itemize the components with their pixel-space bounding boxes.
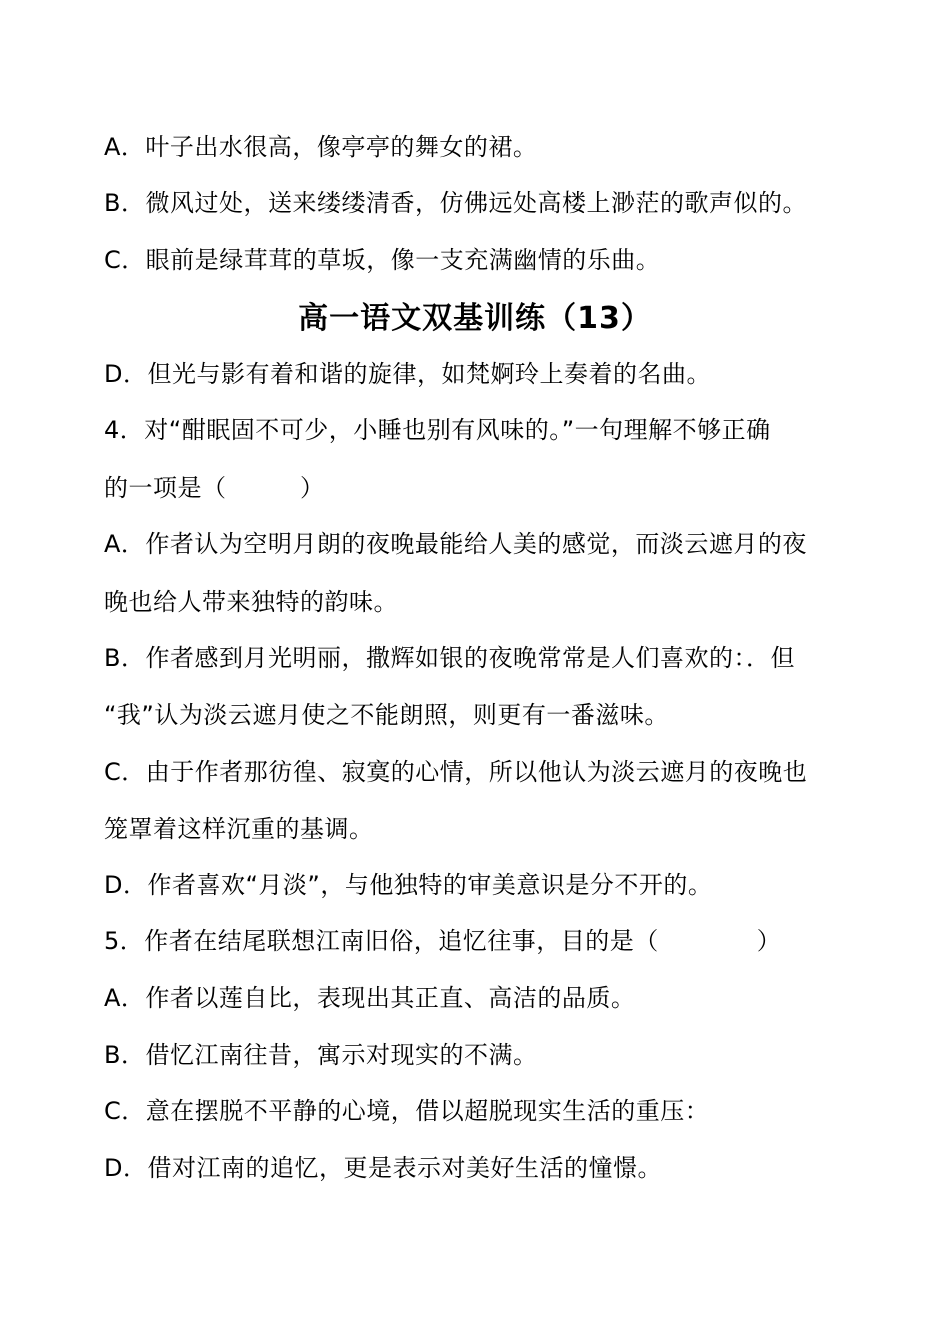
option-line: C．眼前是绿茸茸的草坂，像一支充满幽情的乐曲。	[104, 246, 661, 274]
option-line: A．作者认为空明月朗的夜晚最能给人美的感觉，而淡云遮月的夜	[104, 530, 807, 558]
option-line: 晚也给人带来独特的韵味。	[104, 588, 398, 616]
page-title: 高一语文双基训练（13）	[298, 301, 652, 336]
option-line: A．作者以莲自比，表现出其正直、高洁的品质。	[104, 984, 636, 1012]
option-line: D．但光与影有着和谐的旋律，如梵婀玲上奏着的名曲。	[104, 360, 711, 388]
option-line: 笼罩着这样沉重的基调。	[104, 815, 374, 843]
option-line: C．意在摆脱不平静的心境，借以超脱现实生活的重压：	[104, 1097, 710, 1125]
question-line: 4．对“酣眠固不可少，小睡也别有风味的。”一句理解不够正确	[104, 416, 771, 444]
option-line: D．借对江南的追忆，更是表示对美好生活的憧憬。	[104, 1154, 662, 1182]
option-line: D．作者喜欢“月淡”，与他独特的审美意识是分不开的。	[104, 871, 713, 899]
option-line: A．叶子出水很高，像亭亭的舞女的裙。	[104, 133, 538, 161]
option-line: B．作者感到月光明丽，撒辉如银的夜晚常常是人们喜欢的：．但	[104, 644, 795, 672]
option-line: C．由于作者那彷徨、寂寞的心情，所以他认为淡云遮月的夜晚也	[104, 758, 808, 786]
question-line: 的一项是（ ）	[104, 474, 325, 502]
option-line: B．微风过处，送来缕缕清香，仿佛远处高楼上渺茫的歌声似的。	[104, 189, 807, 217]
option-line: “我”认为淡云遮月使之不能朗照，则更有一番滋味。	[104, 701, 669, 729]
question-line: 5．作者在结尾联想江南旧俗，追忆往事，目的是（ ）	[104, 927, 782, 955]
option-line: B．借忆江南往昔，寓示对现实的不满。	[104, 1041, 538, 1069]
